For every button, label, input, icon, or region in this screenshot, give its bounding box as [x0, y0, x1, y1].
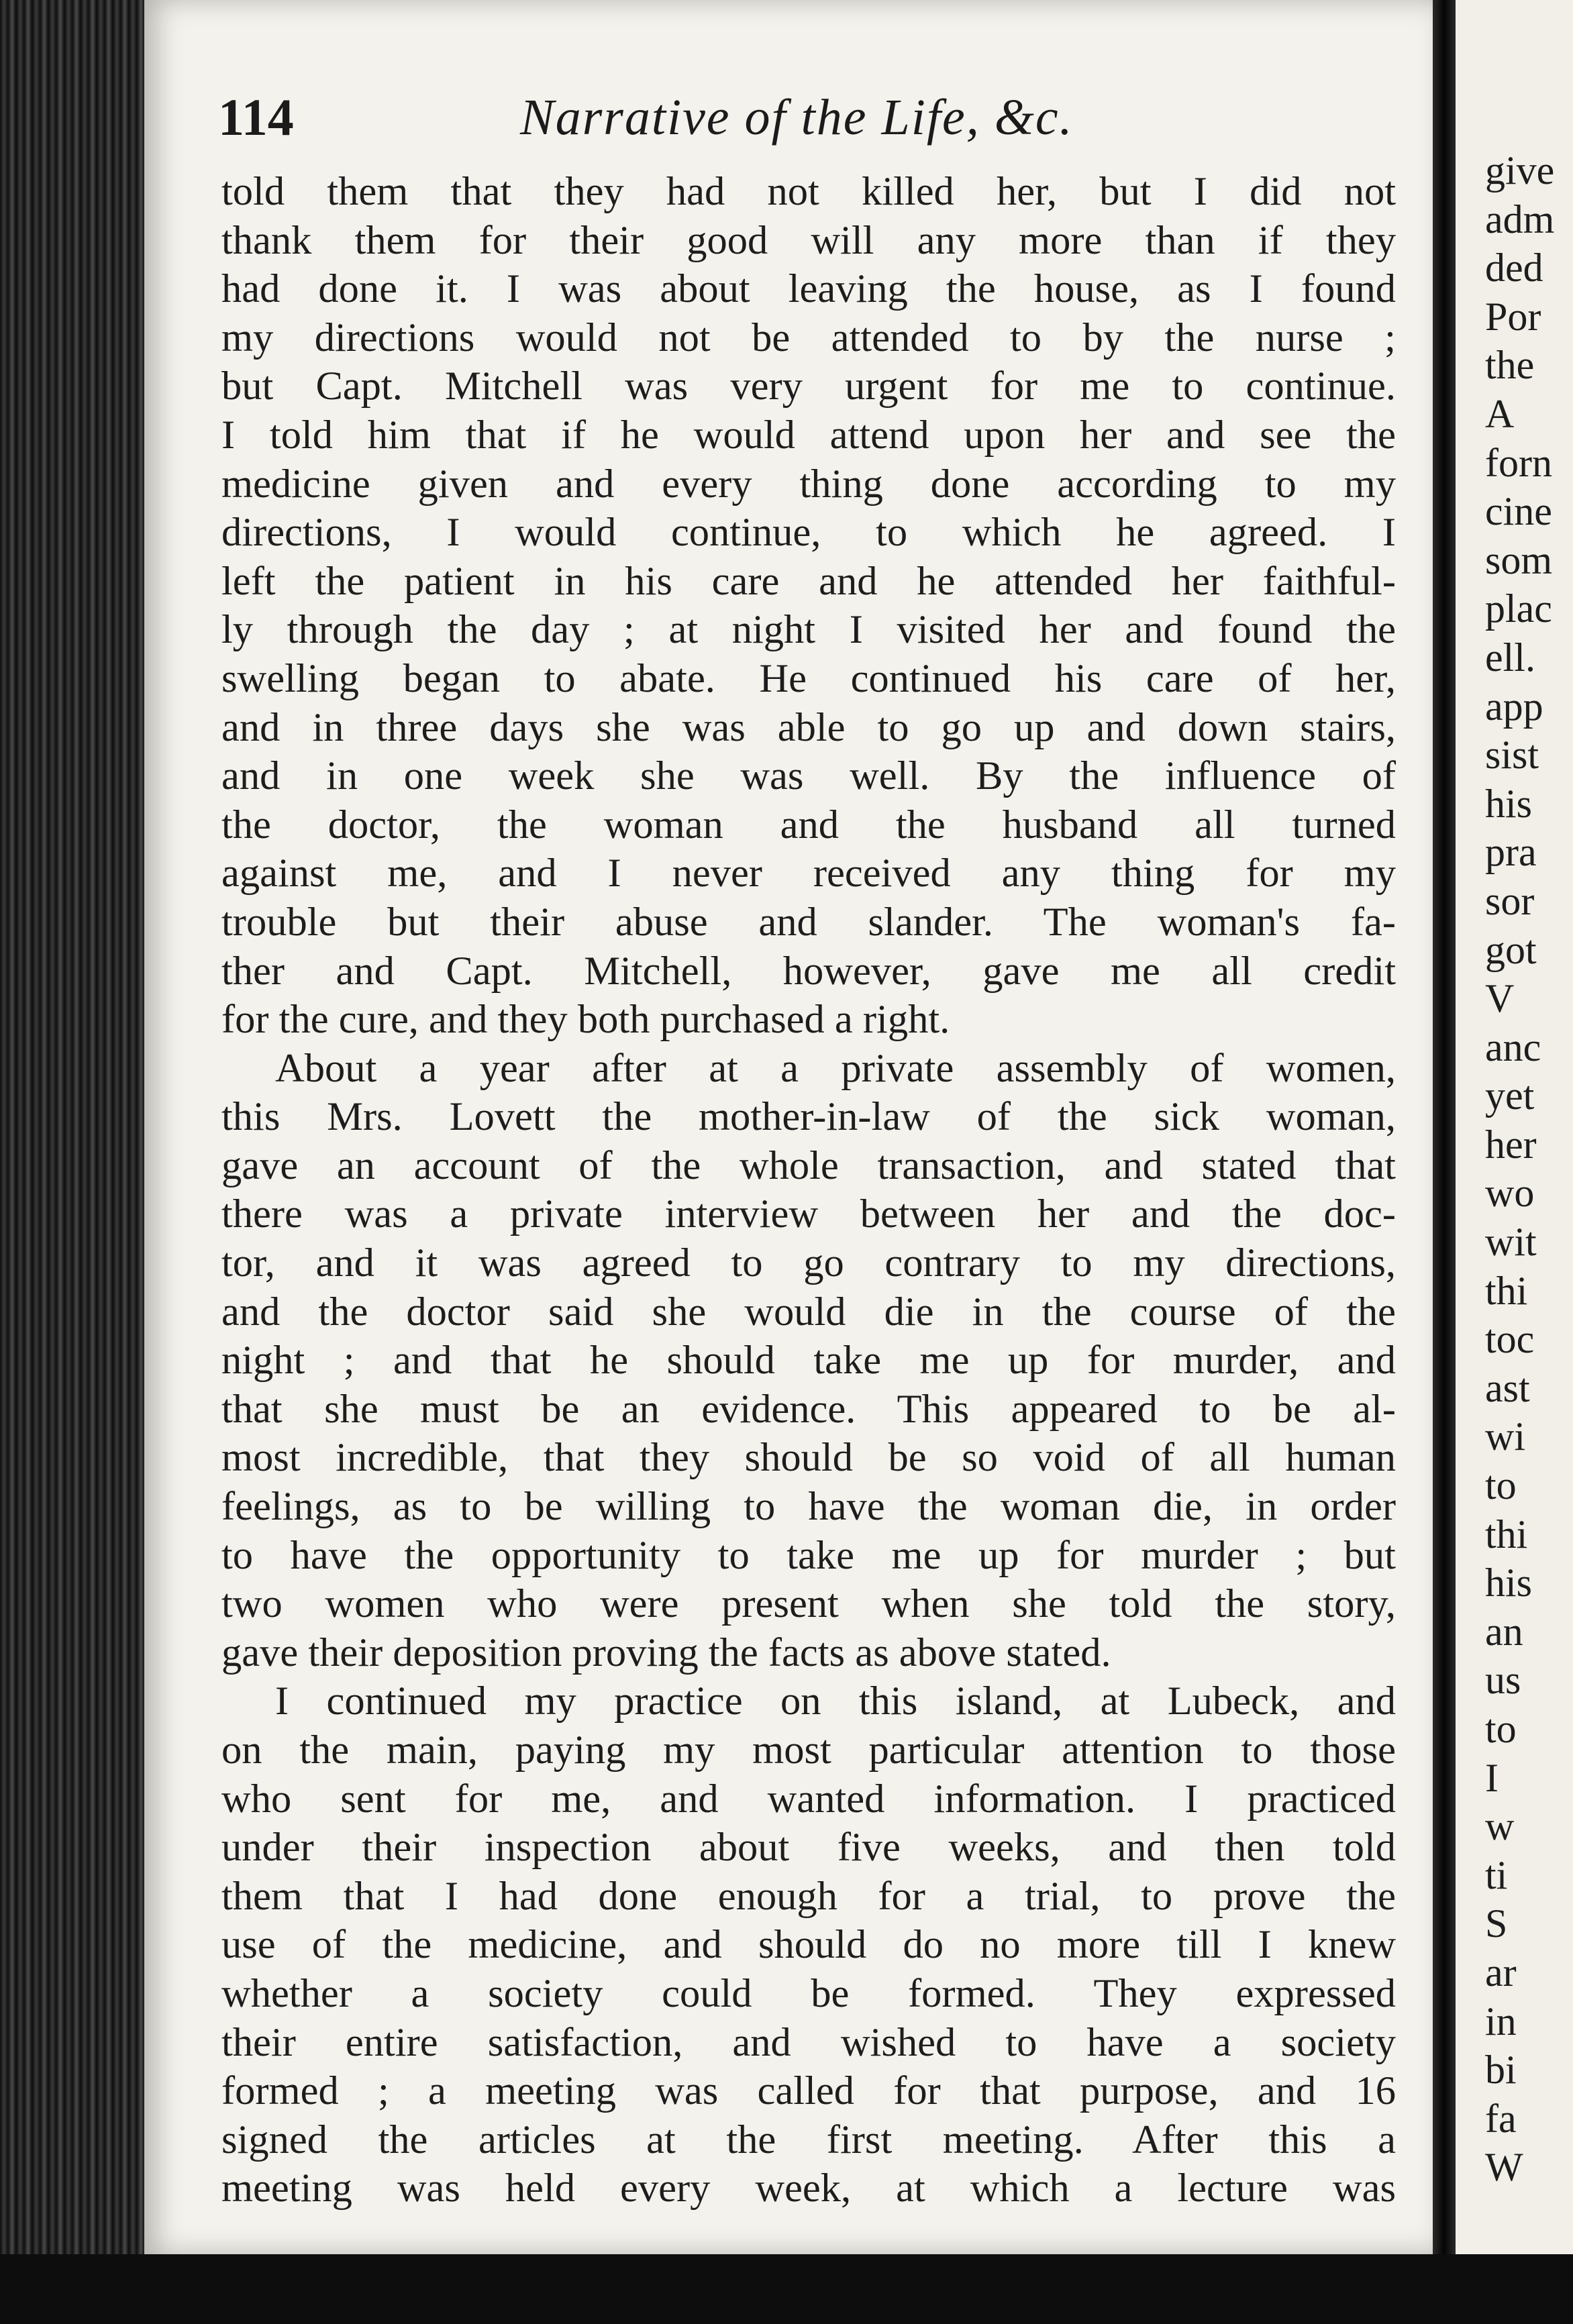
right-page-fragment: som — [1485, 537, 1553, 582]
page-header — [218, 81, 1396, 154]
text-line: my directions would not be attended to by the nurse ; — [221, 315, 1396, 360]
text-line: signed the articles at the first meeting. After this a — [221, 2117, 1396, 2162]
text-line: left the patient in his care and he attended her faithful- — [221, 558, 1396, 604]
text-line: I told him that if he would attend upon her and see the — [221, 412, 1396, 458]
text-line: that she must be an evidence. This appeared to be al- — [221, 1386, 1396, 1432]
right-page-fragment: to — [1485, 1463, 1517, 1508]
right-page-text-fragments — [1485, 146, 1554, 2192]
text-line: against me, and I never received any thing for my — [221, 851, 1396, 896]
right-page-fragment: yet — [1485, 1073, 1535, 1118]
text-line: medicine given and every thing done according to my — [221, 461, 1396, 507]
right-page-fragment: his — [1485, 1561, 1533, 1605]
page-number: 114 — [218, 88, 294, 146]
text-line: directions, I would continue, to which he agreed. I — [221, 510, 1396, 556]
right-page-fragment: her — [1485, 1122, 1537, 1167]
text-line: swelling began to abate. He continued his care of her, — [221, 655, 1396, 701]
text-line: I continued my practice on this island, at Lubeck, and — [275, 1679, 1396, 1724]
right-page-fragment: fa — [1485, 2096, 1517, 2141]
right-page-fragment: S — [1485, 1901, 1508, 1946]
right-page-fragment: ast — [1485, 1365, 1530, 1410]
text-line: the doctor, the woman and the husband all turned — [221, 802, 1396, 847]
text-line: gave an account of the whole transaction, and stated that — [221, 1143, 1396, 1188]
right-page-fragment: Por — [1485, 294, 1541, 339]
right-page-fragment: anc — [1485, 1024, 1541, 1069]
right-page-fragment: plac — [1485, 586, 1552, 631]
text-line: had done it. I was about leaving the house, as I found — [221, 266, 1396, 312]
right-page-fragment: wit — [1485, 1220, 1537, 1265]
text-line: tor, and it was agreed to go contrary to my directions, — [221, 1240, 1396, 1286]
text-line: whether a society could be formed. They expressed — [221, 1970, 1396, 2016]
text-line: formed ; a meeting was called for that purpose, and 16 — [221, 2068, 1396, 2114]
text-line: and in one week she was well. By the influence of — [221, 753, 1396, 799]
right-page-fragment: wi — [1485, 1414, 1525, 1459]
right-page-fragment: wo — [1485, 1171, 1535, 1216]
right-page-fragment: A — [1485, 391, 1515, 436]
right-page-fragment: thi — [1485, 1268, 1528, 1313]
right-page-fragment: I — [1485, 1755, 1499, 1800]
right-page-fragment: to — [1485, 1707, 1517, 1751]
right-page-fragment: sor — [1485, 878, 1535, 923]
right-page-fragment: adm — [1485, 197, 1555, 242]
right-page-fragment: ar — [1485, 1950, 1517, 1995]
text-line: night ; and that he should take me up for murder, and — [221, 1338, 1396, 1383]
book-binding-edge — [0, 0, 144, 2324]
right-page-fragment: his — [1485, 781, 1533, 826]
right-page-fragment: an — [1485, 1609, 1523, 1654]
running-head: Narrative of the Life, &c. — [520, 89, 1074, 146]
text-line: trouble but their abuse and slander. The woman's fa- — [221, 899, 1396, 945]
text-line: on the main, paying my most particular attention to those — [221, 1728, 1396, 1773]
text-line: but Capt. Mitchell was very urgent for me to continue. — [221, 364, 1396, 409]
text-line: most incredible, that they should be so void of all human — [221, 1435, 1396, 1481]
text-line: feelings, as to be willing to have the woman die, in order — [221, 1484, 1396, 1530]
text-line: thank them for their good will any more than if they — [221, 217, 1396, 263]
right-page-fragment: forn — [1485, 440, 1552, 485]
right-page-fragment: ti — [1485, 1852, 1508, 1897]
right-page-fragment: bi — [1485, 2048, 1517, 2093]
right-page-fragment: the — [1485, 343, 1535, 388]
text-line: their entire satisfaction, and wished to have a society — [221, 2019, 1396, 2065]
right-page-fragment: w — [1485, 1804, 1515, 1849]
text-line: to have the opportunity to take me up for murder ; but — [221, 1532, 1396, 1578]
text-line: ly through the day ; at night I visited her and found the — [221, 607, 1396, 653]
right-page-fragment: got — [1485, 927, 1537, 972]
text-line: this Mrs. Lovett the mother-in-law of the sick woman, — [221, 1094, 1396, 1140]
right-page-fragment: pra — [1485, 830, 1537, 875]
body-text — [221, 168, 1396, 2213]
text-line: told them that they had not killed her, but I did not — [221, 169, 1396, 214]
right-page-fragment: give — [1485, 148, 1555, 193]
text-line: About a year after at a private assembly of women, — [275, 1045, 1396, 1091]
text-line: under their inspection about five weeks, and then told — [221, 1825, 1396, 1870]
right-page-fragment: us — [1485, 1658, 1521, 1703]
text-line: ther and Capt. Mitchell, however, gave me all credit — [221, 948, 1396, 994]
right-page-fragment: V — [1485, 976, 1515, 1021]
right-page-fragment: cine — [1485, 489, 1552, 534]
right-page-fragment: app — [1485, 684, 1543, 729]
text-line: gave their deposition proving the facts as above stated. — [221, 1630, 1111, 1675]
scan-bottom-border — [0, 2254, 1573, 2324]
text-line: two women who were present when she told the story, — [221, 1581, 1396, 1627]
text-line: who sent for me, and wanted information. I practiced — [221, 1776, 1396, 1821]
text-line: use of the medicine, and should do no more till I knew — [221, 1922, 1396, 1968]
text-line: there was a private interview between her and the doc- — [221, 1192, 1396, 1237]
right-page-fragment: W — [1485, 2145, 1523, 2190]
text-line: for the cure, and they both purchased a right. — [221, 997, 950, 1043]
right-page-fragment: sist — [1485, 733, 1539, 778]
right-page-fragment: thi — [1485, 1512, 1528, 1556]
right-page-fragment: ell. — [1485, 635, 1535, 680]
text-line: and in three days she was able to go up and down stairs, — [221, 704, 1396, 750]
text-line: meeting was held every week, at which a lecture was — [221, 2166, 1396, 2211]
text-line: and the doctor said she would die in the course of the — [221, 1289, 1396, 1334]
right-page-fragment: in — [1485, 1999, 1517, 2044]
right-page-fragment: ded — [1485, 246, 1543, 290]
text-line: them that I had done enough for a trial, to prove the — [221, 1873, 1396, 1919]
right-page-fragment: toc — [1485, 1317, 1535, 1362]
book-gutter — [1433, 0, 1456, 2324]
